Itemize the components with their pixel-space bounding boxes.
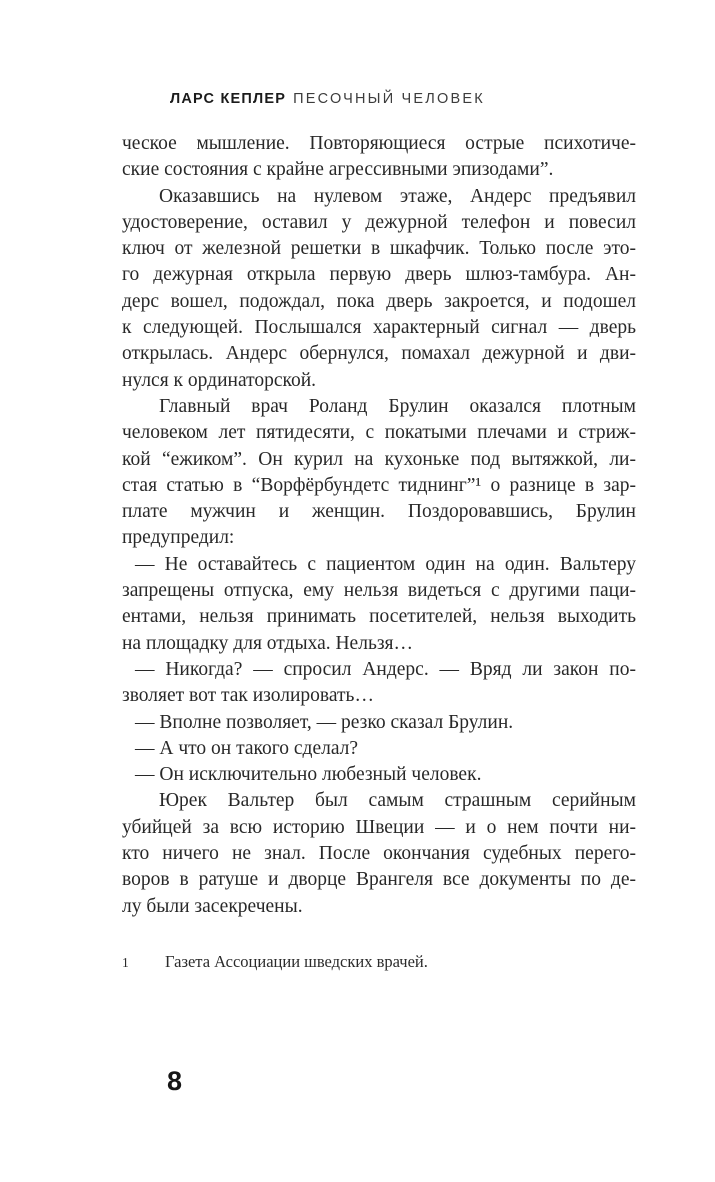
text-line: запрещены отпуска, ему нельзя видеться с другими паци- — [122, 580, 636, 602]
text-line: — Он исключительно любезный человек. — [135, 764, 482, 786]
text-line: нулся к ординаторской. — [122, 369, 317, 391]
header-author: ЛАРС КЕПЛЕР — [170, 91, 287, 107]
text-line: ческое мышление. Повторяющиеся острые психотиче- — [122, 133, 636, 154]
text-line: к следующей. Послышался характерный сигнал — дверь — [122, 317, 636, 339]
text-line: лу были засекречены. — [122, 895, 303, 917]
text-line: дерс вошел, подождал, пока дверь закроется, и подошел — [122, 290, 636, 312]
text-line: Оказавшись на нулевом этаже, Андерс предъявил — [159, 185, 636, 207]
text-line: человеком лет пятидесяти, с покатыми плечами и стриж- — [122, 422, 636, 444]
paragraph — [122, 394, 636, 552]
footnote-text: Газета Ассоциации шведских врачей. — [165, 952, 428, 971]
running-header — [170, 91, 485, 107]
paragraph — [122, 762, 636, 788]
paragraph — [122, 552, 636, 657]
text-line: зволяет вот так изолировать… — [122, 685, 374, 707]
text-line: — Вполне позволяет, — резко сказал Брулин. — [135, 711, 514, 733]
text-line: стая статью в “Ворфёрбундетс тиднинг”¹ о разнице в зар- — [122, 474, 636, 496]
paragraph — [122, 788, 636, 919]
text-line: ключ от железной решетки в шкафчик. Только после это- — [122, 238, 636, 260]
paragraph — [122, 184, 636, 394]
paragraph — [122, 657, 636, 710]
text-line: удостоверение, оставил у дежурной телефон и повесил — [122, 211, 636, 233]
page-number: 8 — [167, 1066, 183, 1096]
paragraph — [122, 131, 636, 184]
text-block — [122, 131, 636, 920]
text-line: убийцей за всю историю Швеции — и о нем почти ни- — [122, 816, 636, 838]
text-line: плате мужчин и женщин. Поздоровавшись, Брулин — [122, 501, 636, 523]
text-line: — Не оставайтесь с пациентом один на один. Вальтеру — [135, 553, 636, 575]
footnote-marker: 1 — [122, 955, 129, 970]
text-line: предупредил: — [122, 527, 235, 549]
text-line: — А что он такого сделал? — [135, 737, 359, 759]
text-line: го дежурная открыла первую дверь шлюз-тамбура. Ан- — [122, 264, 636, 286]
text-line: ентами, нельзя принимать посетителей, нельзя выходить — [122, 606, 636, 628]
text-line: — Никогда? — спросил Андерс. — Вряд ли закон по- — [135, 658, 636, 680]
text-line: на площадку для отдыха. Нельзя… — [122, 632, 414, 654]
text-line: воров в ратуше и дворце Врангеля все документы по де- — [122, 869, 636, 891]
text-line: ские состояния с крайне агрессивными эпизодами”. — [122, 159, 554, 181]
text-line: Юрек Вальтер был самым страшным серийным — [159, 790, 636, 812]
paragraph — [122, 710, 636, 736]
text-line: кто ничего не знал. После окончания судебных перего- — [122, 843, 636, 865]
paragraph — [122, 736, 636, 762]
footnote — [122, 951, 636, 973]
header-book-title: ПЕСОЧНЫЙ ЧЕЛОВЕК — [293, 91, 485, 107]
text-line: открылась. Андерс обернулся, помахал дежурной и дви- — [122, 343, 636, 365]
text-line: Главный врач Роланд Брулин оказался плотным — [159, 395, 636, 417]
text-line: кой “ежиком”. Он курил на кухоньке под вытяжкой, ли- — [122, 448, 636, 470]
